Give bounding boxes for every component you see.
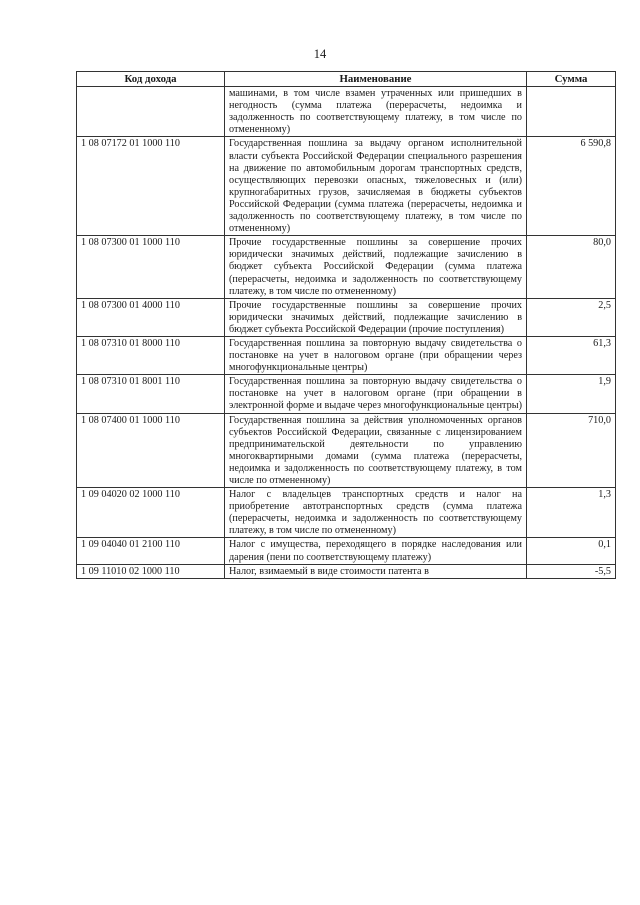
table-row (77, 87, 616, 137)
income-name-cell: Государственная пошлина за выдачу органом исполнительной власти субъекта Российской Федерации специального разрешения на движение по автомобильным дорогам транспортных средств, осуществляющих перевозки опасных, тяжеловесных и (или) крупногабаритных грузов, зачисляемая в бюджеты субъектов Российской Федерации (сумма платежа (перерасчеты, недоимка и задолженность по соответствующему платежу, в том числе по отмененному) (225, 137, 527, 236)
income-sum-cell: 1,9 (527, 375, 616, 413)
income-sum-cell: 6 590,8 (527, 137, 616, 236)
table-row (77, 488, 616, 538)
income-sum-cell: 80,0 (527, 236, 616, 298)
income-sum-cell: 710,0 (527, 413, 616, 488)
table-row (77, 298, 616, 336)
income-code-cell: 1 09 04040 01 2100 110 (77, 538, 225, 564)
income-code-cell: 1 08 07300 01 1000 110 (77, 236, 225, 298)
income-name-cell: Государственная пошлина за повторную выдачу свидетельства о постановке на учет в налоговом органе (при обращении через многофункциональные центры) (225, 336, 527, 374)
income-sum-cell: 61,3 (527, 336, 616, 374)
table-row (77, 137, 616, 236)
table-row (77, 375, 616, 413)
income-name-cell: Государственная пошлина за действия уполномоченных органов субъектов Российской Федерации, связанные с лицензированием предпринимательской деятельности по управлению многоквартирными домами (сумма платежа (перерасчеты, недоимка и задолженность по соответствующему платежу, в том числе по отмененному) (225, 413, 527, 488)
income-code-cell (77, 87, 225, 137)
income-name-cell: Налог, взимаемый в виде стоимости патента в (225, 564, 527, 578)
income-code-cell: 1 09 04020 02 1000 110 (77, 488, 225, 538)
income-sum-cell: 0,1 (527, 538, 616, 564)
income-name-cell: Прочие государственные пошлины за совершение прочих юридически значимых действий, подлежащие зачислению в бюджет субъекта Российской Федерации (сумма платежа (перерасчеты, недоимка и задолженность по соответствующему платежу, в том числе по отмененному) (225, 236, 527, 298)
column-header-code: Код дохода (77, 72, 225, 87)
table-row (77, 236, 616, 298)
income-sum-cell: -5,5 (527, 564, 616, 578)
table-row (77, 336, 616, 374)
table-row (77, 564, 616, 578)
table-row (77, 538, 616, 564)
column-header-name: Наименование (225, 72, 527, 87)
income-name-cell: Налог с владельцев транспортных средств и налог на приобретение автотранспортных средств (сумма платежа (перерасчеты, недоимка и задолженность по соответствующему платежу, в том числе по отмененному) (225, 488, 527, 538)
revenue-table (76, 71, 616, 579)
income-code-cell: 1 08 07310 01 8000 110 (77, 336, 225, 374)
column-header-sum: Сумма (527, 72, 616, 87)
income-name-cell: Налог с имущества, переходящего в порядке наследования или дарения (пени по соответствующему платежу) (225, 538, 527, 564)
page-number: 14 (313, 47, 327, 61)
income-code-cell: 1 08 07310 01 8001 110 (77, 375, 225, 413)
income-name-cell: Государственная пошлина за повторную выдачу свидетельства о постановке на учет в налоговом органе (при обращении в электронной форме и выдаче через многофункциональные центры) (225, 375, 527, 413)
income-code-cell: 1 08 07300 01 4000 110 (77, 298, 225, 336)
table-row (77, 413, 616, 488)
income-code-cell: 1 09 11010 02 1000 110 (77, 564, 225, 578)
income-sum-cell (527, 87, 616, 137)
table-header-row (77, 72, 616, 87)
income-name-cell: Прочие государственные пошлины за совершение прочих юридически значимых действий, подлежащие зачислению в бюджет субъекта Российской Федерации (прочие поступления) (225, 298, 527, 336)
income-code-cell: 1 08 07172 01 1000 110 (77, 137, 225, 236)
income-sum-cell: 1,3 (527, 488, 616, 538)
income-code-cell: 1 08 07400 01 1000 110 (77, 413, 225, 488)
income-name-cell: машинами, в том числе взамен утраченных или пришедших в негодность (сумма платежа (перерасчеты, недоимка и задолженность по соответствующему платежу, в том числе по отмененному) (225, 87, 527, 137)
income-sum-cell: 2,5 (527, 298, 616, 336)
